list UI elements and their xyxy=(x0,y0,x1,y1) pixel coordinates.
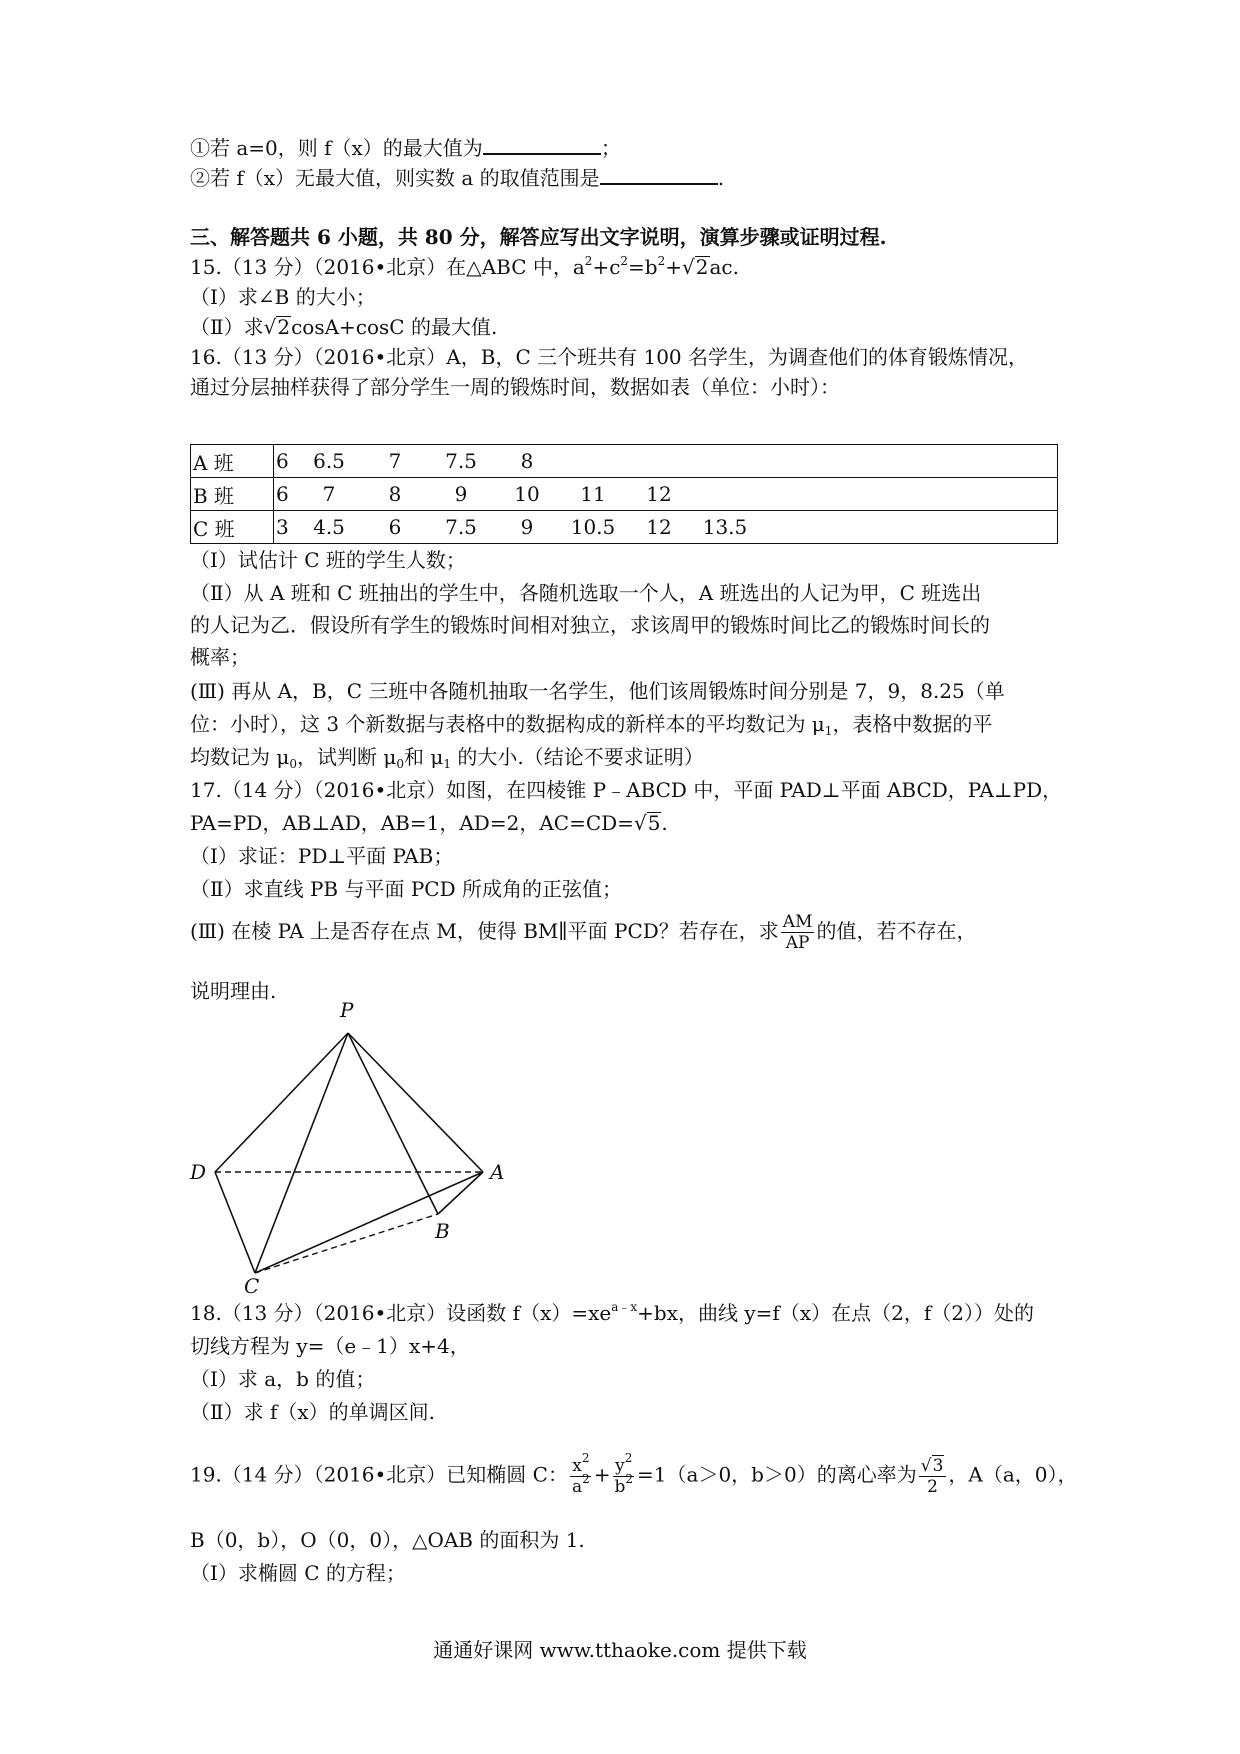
q16-part2-line2: 的人记为乙．假设所有学生的锻炼时间相对独立，求该周甲的锻炼时间比乙的锻炼时间长的 xyxy=(190,613,990,637)
fraction-am-ap: $\frac{AM}{AP}$ xyxy=(782,912,813,953)
q18-stem-line1: 18.（13 分）（2016•北京）设函数 $f(x)=xe^{a﹣x}+bx$，曲线 y=f（x）在点（2，f（2））处的 xyxy=(190,1300,1034,1325)
q18-part1: （Ⅰ）求 a，b 的值； xyxy=(190,1367,376,1391)
edge-pc xyxy=(255,1033,348,1273)
q17-part1: （Ⅰ）求证：PD⊥平面 PAB； xyxy=(190,844,454,868)
q16-stem-line1: 16.（13 分）（2016•北京）A，B，C 三个班共有 100 名学生，为调查他们的体育锻炼情况， xyxy=(190,345,1028,369)
q17-part2: （Ⅱ）求直线 PB 与平面 PCD 所成角的正弦值； xyxy=(190,877,622,901)
q14-part1: ①若 a=0，则 f（x）的最大值为 ； xyxy=(190,136,621,160)
q16-part3-line2: 位：小时），这 3 个新数据与表格中的数据构成的新样本的平均数记为 $\mu_1$，表格中数据的平 xyxy=(190,712,993,738)
vertex-label-p: P xyxy=(340,998,354,1022)
edge-dc xyxy=(215,1172,255,1273)
q15-part1: （Ⅰ）求∠B 的大小； xyxy=(190,285,376,309)
q17-stem-line1: 17.（14 分）（2016•北京）如图，在四棱锥 P﹣ABCD 中，平面 PAD⊥平面 ABCD，PA⊥PD， xyxy=(190,778,1063,802)
page-footer: 通通好课网 www.tthaoke.com 提供下载 xyxy=(433,1638,807,1662)
q15-stem: 15.（13 分）（2016•北京）在△ABC 中，$a^2+c^2=b^2+√2ac$. xyxy=(190,252,739,282)
q19-stem-line2: B（0，b），O（0，0），△OAB 的面积为 1. xyxy=(190,1528,585,1552)
pyramid-figure xyxy=(180,995,520,1295)
q17-stem-line2: PA=PD，AB⊥AD，AB=1，AD=2，AC=CD=√5. xyxy=(190,808,668,838)
table-row xyxy=(191,478,1058,511)
fraction-eccentricity: $\frac{√3}{2}$ xyxy=(919,1455,947,1497)
q18-part2: （Ⅱ）求 f（x）的单调区间. xyxy=(190,1400,435,1424)
table-row xyxy=(191,445,1058,478)
fraction-x2-a2: $\frac{x^2}{a^2}$ xyxy=(571,1450,590,1497)
vertex-label-d: D xyxy=(190,1160,207,1184)
time-values: 3 4.5 6 7.5 9 10.5 12 13.5 xyxy=(274,511,1058,544)
sqrt-symbol: √2 xyxy=(682,255,709,279)
class-label: C 班 xyxy=(191,511,274,544)
time-values: 6 6.5 7 7.5 8 xyxy=(274,445,1058,478)
q16-part3-line3: 均数记为 $\mu_0$，试判断 $\mu_0$和 $\mu_1$ 的大小.（结论不要求证明） xyxy=(190,745,704,771)
q18-stem-line2: 切线方程为 y=（e﹣1）x+4， xyxy=(190,1334,470,1358)
edge-pb xyxy=(348,1033,438,1214)
q17-part3-line1: (Ⅲ) 在棱 PA 上是否存在点 M，使得 BM∥平面 PCD？若存在，求 $\frac{AM}{AP}$ 的值，若不存在， xyxy=(190,912,977,953)
q16-part2-line1: （Ⅱ）从 A 班和 C 班抽出的学生中，各随机选取一个人，A 班选出的人记为甲，C 班选出 xyxy=(190,581,982,605)
sqrt-symbol: √5 xyxy=(633,811,661,835)
q15-part2: （Ⅱ）求√2cosA+cosC 的最大值. xyxy=(190,312,497,342)
q19-part1: （Ⅰ）求椭圆 C 的方程； xyxy=(190,1561,406,1585)
sqrt-symbol: √2 xyxy=(263,315,291,339)
vertex-label-b: B xyxy=(435,1219,450,1243)
q19-stem-line1: 19.（14 分）（2016•北京）已知椭圆 C： $\frac{x^2}{a^2}$ + $\frac{y^2}{b^2}$ =1（a＞0，b＞0）的离心率为 $\frac{√3}{2}$ ，A（a，0）， xyxy=(190,1450,1078,1497)
vertex-label-c: C xyxy=(244,1274,260,1295)
answer-blank-2 xyxy=(600,165,718,185)
fraction-y2-b2: $\frac{y^2}{b^2}$ xyxy=(614,1450,634,1497)
class-label: A 班 xyxy=(191,445,274,478)
edge-cb-hidden xyxy=(255,1214,438,1273)
q16-part2-line3: 概率； xyxy=(190,645,250,669)
q17-part3-line2: 说明理由. xyxy=(190,979,277,1003)
vertex-label-a: A xyxy=(490,1160,505,1184)
exercise-time-table xyxy=(190,444,1058,544)
section-heading: 三、解答题共 6 小题，共 80 分，解答应写出文字说明，演算步骤或证明过程. xyxy=(190,225,887,249)
q16-part3-line1: (Ⅲ) 再从 A，B，C 三班中各随机抽取一名学生，他们该周锻炼时间分别是 7，9，8.25（单 xyxy=(190,679,1005,703)
q16-part1: （Ⅰ）试估计 C 班的学生人数； xyxy=(190,548,466,572)
edge-ab xyxy=(438,1172,483,1214)
q16-stem-line2: 通过分层抽样获得了部分学生一周的锻炼时间，数据如表（单位：小时）： xyxy=(190,375,840,399)
edge-pa xyxy=(348,1033,483,1172)
answer-blank-1 xyxy=(483,135,601,155)
edge-pd xyxy=(215,1033,348,1172)
class-label: B 班 xyxy=(191,478,274,511)
time-values: 6 7 8 9 10 11 12 xyxy=(274,478,1058,511)
q14-part2: ②若 f（x）无最大值，则实数 a 的取值范围是 . xyxy=(190,166,725,190)
table-row xyxy=(191,511,1058,544)
